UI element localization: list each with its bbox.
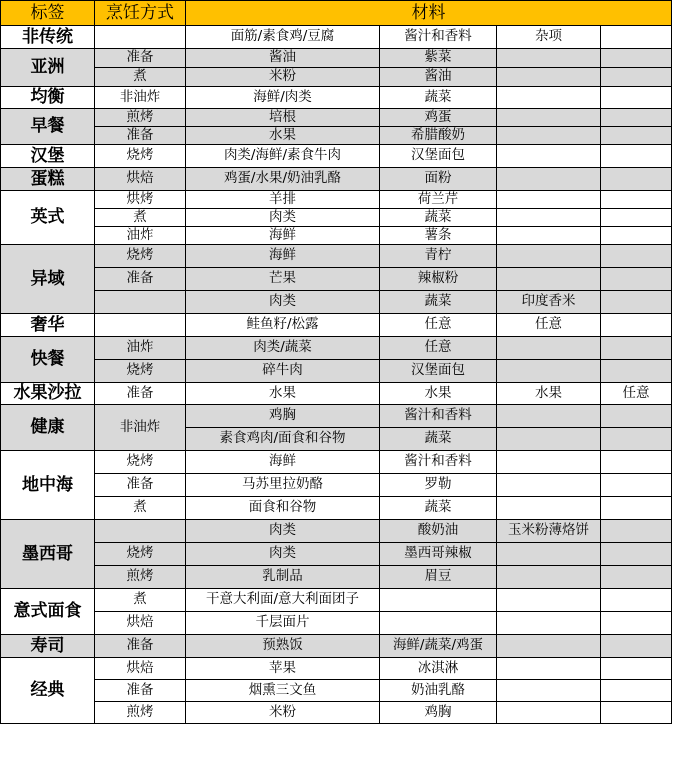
method-cell bbox=[95, 314, 186, 337]
material-cell bbox=[497, 428, 601, 451]
table-row bbox=[1, 314, 672, 337]
material-cell: 素食鸡肉/面食和谷物 bbox=[186, 428, 380, 451]
material-cell bbox=[497, 68, 601, 87]
material-cell: 芒果 bbox=[186, 268, 380, 291]
material-cell bbox=[601, 360, 672, 383]
material-cell bbox=[601, 497, 672, 520]
header-tag: 标签 bbox=[1, 1, 95, 26]
method-cell: 煮 bbox=[95, 497, 186, 520]
method-cell: 准备 bbox=[95, 474, 186, 497]
material-cell bbox=[601, 520, 672, 543]
method-cell: 烘焙 bbox=[95, 658, 186, 680]
header-materials: 材料 bbox=[186, 1, 672, 26]
table-row bbox=[1, 87, 672, 109]
material-cell bbox=[497, 543, 601, 566]
method-cell: 烧烤 bbox=[95, 360, 186, 383]
material-cell: 水果 bbox=[186, 383, 380, 405]
material-cell: 水果 bbox=[497, 383, 601, 405]
material-cell bbox=[497, 109, 601, 127]
material-cell: 水果 bbox=[186, 127, 380, 145]
material-cell bbox=[497, 405, 601, 428]
material-cell bbox=[497, 227, 601, 245]
table-row bbox=[1, 360, 672, 383]
material-cell: 海鲜/肉类 bbox=[186, 87, 380, 109]
table-row bbox=[1, 520, 672, 543]
table-row bbox=[1, 543, 672, 566]
table-row bbox=[1, 245, 672, 268]
material-cell: 米粉 bbox=[186, 702, 380, 724]
material-cell bbox=[497, 658, 601, 680]
material-cell: 肉类/蔬菜 bbox=[186, 337, 380, 360]
material-cell: 预熟饭 bbox=[186, 635, 380, 658]
material-cell bbox=[601, 191, 672, 209]
table-row bbox=[1, 268, 672, 291]
material-cell bbox=[601, 26, 672, 49]
table-row bbox=[1, 109, 672, 127]
material-cell bbox=[601, 451, 672, 474]
material-cell bbox=[601, 87, 672, 109]
method-cell: 烘焙 bbox=[95, 612, 186, 635]
material-cell: 汉堡面包 bbox=[380, 145, 497, 168]
tag-cell: 地中海 bbox=[1, 451, 95, 520]
material-cell: 肉类 bbox=[186, 291, 380, 314]
material-cell bbox=[497, 245, 601, 268]
tag-cell: 英式 bbox=[1, 191, 95, 245]
material-cell: 海鲜 bbox=[186, 451, 380, 474]
tag-cell: 蛋糕 bbox=[1, 168, 95, 191]
material-cell bbox=[601, 658, 672, 680]
material-cell bbox=[497, 49, 601, 68]
table-row bbox=[1, 49, 672, 68]
tag-cell: 意式面食 bbox=[1, 589, 95, 635]
material-cell bbox=[601, 612, 672, 635]
table-row bbox=[1, 405, 672, 428]
table-row bbox=[1, 635, 672, 658]
material-cell: 碎牛肉 bbox=[186, 360, 380, 383]
material-cell bbox=[601, 474, 672, 497]
material-cell bbox=[601, 680, 672, 702]
method-cell: 准备 bbox=[95, 383, 186, 405]
material-cell bbox=[380, 589, 497, 612]
method-cell: 准备 bbox=[95, 268, 186, 291]
material-cell: 培根 bbox=[186, 109, 380, 127]
table-row bbox=[1, 191, 672, 209]
table-row bbox=[1, 291, 672, 314]
material-cell: 奶油乳酪 bbox=[380, 680, 497, 702]
material-cell bbox=[497, 612, 601, 635]
tag-cell: 寿司 bbox=[1, 635, 95, 658]
table-row bbox=[1, 209, 672, 227]
material-cell: 任意 bbox=[497, 314, 601, 337]
material-cell: 薯条 bbox=[380, 227, 497, 245]
tag-cell: 水果沙拉 bbox=[1, 383, 95, 405]
material-cell: 酱汁和香料 bbox=[380, 451, 497, 474]
material-cell: 酱油 bbox=[380, 68, 497, 87]
material-cell bbox=[497, 127, 601, 145]
material-cell: 鸡蛋 bbox=[380, 109, 497, 127]
table-row bbox=[1, 68, 672, 87]
material-cell: 羊排 bbox=[186, 191, 380, 209]
material-cell: 印度香米 bbox=[497, 291, 601, 314]
table-row bbox=[1, 127, 672, 145]
material-cell: 任意 bbox=[380, 314, 497, 337]
material-cell: 米粉 bbox=[186, 68, 380, 87]
material-cell: 杂项 bbox=[497, 26, 601, 49]
tag-cell: 经典 bbox=[1, 658, 95, 724]
material-cell: 肉类 bbox=[186, 520, 380, 543]
table-row bbox=[1, 497, 672, 520]
material-cell bbox=[601, 227, 672, 245]
tag-cell: 奢华 bbox=[1, 314, 95, 337]
material-cell bbox=[497, 360, 601, 383]
method-cell: 煮 bbox=[95, 68, 186, 87]
tag-cell: 健康 bbox=[1, 405, 95, 451]
material-cell: 蔬菜 bbox=[380, 87, 497, 109]
method-cell: 烘焙 bbox=[95, 168, 186, 191]
method-cell: 煎烤 bbox=[95, 566, 186, 589]
material-cell bbox=[497, 451, 601, 474]
material-cell: 苹果 bbox=[186, 658, 380, 680]
material-cell bbox=[601, 245, 672, 268]
material-cell bbox=[497, 566, 601, 589]
method-cell: 烘烤 bbox=[95, 191, 186, 209]
method-cell: 油炸 bbox=[95, 227, 186, 245]
table-row bbox=[1, 451, 672, 474]
tag-cell: 墨西哥 bbox=[1, 520, 95, 589]
material-cell: 海鲜/蔬菜/鸡蛋 bbox=[380, 635, 497, 658]
tag-cell: 汉堡 bbox=[1, 145, 95, 168]
material-cell bbox=[497, 145, 601, 168]
material-cell bbox=[601, 314, 672, 337]
material-cell bbox=[601, 209, 672, 227]
material-cell: 肉类/海鲜/素食牛肉 bbox=[186, 145, 380, 168]
material-cell: 冰淇淋 bbox=[380, 658, 497, 680]
material-cell bbox=[601, 168, 672, 191]
material-cell bbox=[497, 702, 601, 724]
table-row bbox=[1, 702, 672, 724]
material-cell: 酸奶油 bbox=[380, 520, 497, 543]
material-cell: 海鲜 bbox=[186, 245, 380, 268]
material-cell: 鲑鱼籽/松露 bbox=[186, 314, 380, 337]
method-cell: 烧烤 bbox=[95, 245, 186, 268]
material-cell: 肉类 bbox=[186, 543, 380, 566]
material-cell: 玉米粉薄烙饼 bbox=[497, 520, 601, 543]
material-cell bbox=[497, 268, 601, 291]
method-cell: 烧烤 bbox=[95, 145, 186, 168]
material-cell: 酱汁和香料 bbox=[380, 26, 497, 49]
material-cell bbox=[601, 702, 672, 724]
material-cell: 水果 bbox=[380, 383, 497, 405]
material-cell bbox=[497, 168, 601, 191]
method-cell: 烧烤 bbox=[95, 543, 186, 566]
method-cell bbox=[95, 291, 186, 314]
material-cell bbox=[497, 635, 601, 658]
material-cell bbox=[497, 680, 601, 702]
material-cell bbox=[497, 589, 601, 612]
material-cell: 酱油 bbox=[186, 49, 380, 68]
material-cell bbox=[380, 612, 497, 635]
material-cell: 希腊酸奶 bbox=[380, 127, 497, 145]
material-cell bbox=[601, 635, 672, 658]
material-cell bbox=[497, 337, 601, 360]
table-row bbox=[1, 337, 672, 360]
material-cell: 面粉 bbox=[380, 168, 497, 191]
material-cell: 酱汁和香料 bbox=[380, 405, 497, 428]
table-row bbox=[1, 680, 672, 702]
material-cell: 蔬菜 bbox=[380, 428, 497, 451]
table-row bbox=[1, 658, 672, 680]
material-cell: 马苏里拉奶酪 bbox=[186, 474, 380, 497]
material-cell: 鸡胸 bbox=[186, 405, 380, 428]
material-cell bbox=[497, 87, 601, 109]
method-cell: 油炸 bbox=[95, 337, 186, 360]
material-cell: 面食和谷物 bbox=[186, 497, 380, 520]
material-cell bbox=[601, 145, 672, 168]
tag-cell: 异域 bbox=[1, 245, 95, 314]
table-row bbox=[1, 589, 672, 612]
material-cell bbox=[601, 428, 672, 451]
material-cell: 墨西哥辣椒 bbox=[380, 543, 497, 566]
material-cell: 紫菜 bbox=[380, 49, 497, 68]
material-cell bbox=[601, 49, 672, 68]
material-cell: 汉堡面包 bbox=[380, 360, 497, 383]
method-cell: 煮 bbox=[95, 589, 186, 612]
method-cell: 准备 bbox=[95, 635, 186, 658]
table-row bbox=[1, 612, 672, 635]
material-cell: 面筋/素食鸡/豆腐 bbox=[186, 26, 380, 49]
material-cell bbox=[601, 127, 672, 145]
material-cell: 任意 bbox=[380, 337, 497, 360]
method-cell: 准备 bbox=[95, 49, 186, 68]
table-row bbox=[1, 383, 672, 405]
material-cell: 辣椒粉 bbox=[380, 268, 497, 291]
table-row bbox=[1, 145, 672, 168]
material-cell: 海鲜 bbox=[186, 227, 380, 245]
material-cell: 任意 bbox=[601, 383, 672, 405]
material-cell: 荷兰芹 bbox=[380, 191, 497, 209]
header-method: 烹饪方式 bbox=[95, 1, 186, 26]
material-cell bbox=[601, 589, 672, 612]
tag-cell: 快餐 bbox=[1, 337, 95, 383]
tag-cell: 非传统 bbox=[1, 26, 95, 49]
table-row bbox=[1, 227, 672, 245]
material-cell: 蔬菜 bbox=[380, 209, 497, 227]
table-row bbox=[1, 474, 672, 497]
material-cell: 鸡胸 bbox=[380, 702, 497, 724]
method-cell: 准备 bbox=[95, 127, 186, 145]
material-cell bbox=[497, 209, 601, 227]
material-cell: 烟熏三文鱼 bbox=[186, 680, 380, 702]
method-cell: 非油炸 bbox=[95, 405, 186, 451]
material-cell: 肉类 bbox=[186, 209, 380, 227]
material-cell bbox=[601, 268, 672, 291]
tag-cell: 均衡 bbox=[1, 87, 95, 109]
method-cell: 准备 bbox=[95, 680, 186, 702]
material-cell: 罗勒 bbox=[380, 474, 497, 497]
material-cell bbox=[601, 337, 672, 360]
method-cell bbox=[95, 26, 186, 49]
material-cell: 鸡蛋/水果/奶油乳酪 bbox=[186, 168, 380, 191]
material-cell: 蔬菜 bbox=[380, 497, 497, 520]
material-cell: 千层面片 bbox=[186, 612, 380, 635]
table-row bbox=[1, 168, 672, 191]
table-row bbox=[1, 26, 672, 49]
material-cell bbox=[601, 405, 672, 428]
material-cell bbox=[601, 543, 672, 566]
material-cell: 干意大利面/意大利面团子 bbox=[186, 589, 380, 612]
method-cell bbox=[95, 520, 186, 543]
tag-cell: 亚洲 bbox=[1, 49, 95, 87]
method-cell: 烧烤 bbox=[95, 451, 186, 474]
method-cell: 非油炸 bbox=[95, 87, 186, 109]
material-cell bbox=[601, 109, 672, 127]
material-cell: 眉豆 bbox=[380, 566, 497, 589]
tag-cell: 早餐 bbox=[1, 109, 95, 145]
material-cell: 乳制品 bbox=[186, 566, 380, 589]
method-cell: 煎烤 bbox=[95, 109, 186, 127]
material-cell: 青柠 bbox=[380, 245, 497, 268]
material-cell bbox=[601, 566, 672, 589]
material-cell bbox=[497, 497, 601, 520]
table-row bbox=[1, 566, 672, 589]
method-cell: 煎烤 bbox=[95, 702, 186, 724]
material-cell: 蔬菜 bbox=[380, 291, 497, 314]
material-cell bbox=[601, 291, 672, 314]
material-cell bbox=[497, 191, 601, 209]
method-cell: 煮 bbox=[95, 209, 186, 227]
material-cell bbox=[601, 68, 672, 87]
material-cell bbox=[497, 474, 601, 497]
